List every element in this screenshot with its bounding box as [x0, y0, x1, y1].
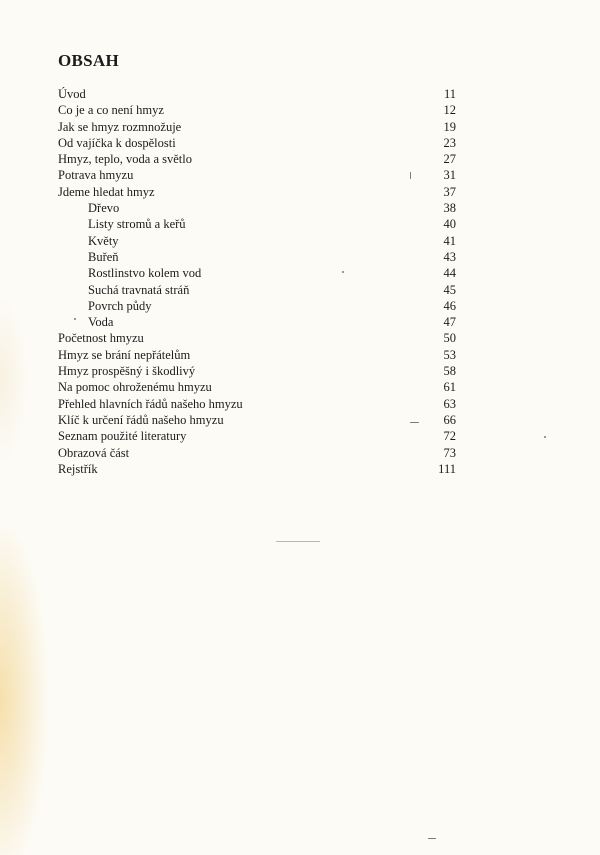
- toc-entry-page: 44: [443, 266, 456, 281]
- toc-entry: [58, 184, 456, 200]
- toc-entry-page: 50: [443, 331, 456, 346]
- toc-entry-page: 111: [438, 461, 456, 476]
- toc-entry-page: 46: [443, 298, 456, 313]
- toc-entry: [58, 461, 456, 477]
- toc-entry-page: 61: [443, 380, 456, 395]
- toc-entry-title: Přehled hlavních řádů našeho hmyzu: [58, 396, 243, 411]
- toc-entry: [58, 379, 456, 395]
- toc-entry-page: 11: [443, 87, 456, 101]
- toc-subentry: [58, 298, 456, 314]
- toc-entry-title: Potrava hmyzu: [58, 168, 134, 183]
- scan-speck: [410, 422, 419, 423]
- toc-entry: [58, 428, 456, 444]
- scan-speck: [428, 838, 436, 839]
- toc-entry: [58, 330, 456, 346]
- toc-entry-title: Povrch půdy: [88, 298, 152, 313]
- toc-entry-page: 12: [443, 103, 456, 118]
- toc-subentry: [58, 282, 456, 298]
- toc-subentry: [58, 200, 456, 216]
- toc-entry-page: 63: [443, 396, 456, 411]
- toc-subentry: [58, 216, 456, 232]
- toc-entry: [58, 119, 456, 135]
- toc-entry-title: Na pomoc ohroženému hmyzu: [58, 380, 212, 395]
- toc-subentry: [58, 265, 456, 281]
- toc-entry-title: Jdeme hledat hmyz: [58, 184, 155, 199]
- toc-entry-page: 66: [443, 412, 456, 427]
- toc-entry-title: Co je a co není hmyz: [58, 103, 164, 118]
- toc-entry-title: Klíč k určení řádů našeho hmyzu: [58, 412, 224, 427]
- toc-entry-title: Úvod: [58, 87, 86, 101]
- table-of-contents: [58, 86, 456, 477]
- toc-entry-page: 31: [443, 168, 456, 183]
- toc-entry-page: 23: [443, 135, 456, 150]
- toc-entry-title: Listy stromů a keřů: [88, 217, 186, 232]
- toc-entry-page: 37: [443, 184, 456, 199]
- toc-entry-page: 58: [443, 364, 456, 379]
- toc-entry: [58, 347, 456, 363]
- toc-entry: [58, 396, 456, 412]
- scan-speck: [544, 436, 546, 438]
- toc-entry: [58, 151, 456, 167]
- toc-entry-title: Jak se hmyz rozmnožuje: [58, 119, 182, 134]
- toc-subentry: [58, 249, 456, 265]
- scan-speck: [342, 271, 344, 273]
- toc-entry-title: Suchá travnatá stráň: [88, 282, 190, 297]
- toc-entry-title: Hmyz se brání nepřátelům: [58, 347, 191, 362]
- toc-entry-title: Rostlinstvo kolem vod: [88, 266, 202, 281]
- toc-entry-page: 38: [443, 201, 456, 216]
- toc-entry: [58, 412, 456, 428]
- toc-entry-page: 41: [443, 233, 456, 248]
- toc-entry-title: Seznam použité literatury: [58, 429, 187, 444]
- toc-subentry: [58, 314, 456, 330]
- toc-entry-page: 43: [443, 249, 456, 264]
- toc-entry: [58, 167, 456, 183]
- toc-entry-title: Početnost hmyzu: [58, 331, 144, 346]
- toc-entry-title: Voda: [88, 315, 114, 330]
- toc-entry-title: Hmyz, teplo, voda a světlo: [58, 152, 192, 167]
- toc-entry-title: Květy: [88, 233, 119, 248]
- toc-entry-page: 53: [443, 347, 456, 362]
- toc-entry-page: 72: [443, 429, 456, 444]
- scan-speck: [410, 172, 411, 179]
- toc-entry-title: Buřeň: [88, 249, 119, 264]
- toc-entry: [58, 86, 456, 102]
- toc-entry-page: 47: [443, 315, 456, 330]
- scan-speck: [74, 318, 76, 320]
- toc-subentry: [58, 233, 456, 249]
- toc-entry-page: 45: [443, 282, 456, 297]
- toc-entry-title: Dřevo: [88, 201, 120, 216]
- toc-entry: [58, 135, 456, 151]
- toc-entry-page: 27: [443, 152, 456, 167]
- toc-entry-page: 73: [443, 445, 456, 460]
- toc-entry-title: Od vajíčka k dospělosti: [58, 135, 176, 150]
- toc-entry-title: Rejstřík: [58, 461, 98, 476]
- toc-entry-title: Obrazová část: [58, 445, 130, 460]
- toc-entry: [58, 102, 456, 118]
- scan-speck: [276, 541, 320, 542]
- toc-entry: [58, 363, 456, 379]
- toc-heading: OBSAH: [58, 51, 120, 70]
- toc-entry-page: 40: [443, 217, 456, 232]
- toc-entry-page: 19: [443, 119, 456, 134]
- toc-entry-title: Hmyz prospěšný i škodlivý: [58, 364, 196, 379]
- toc-entry: [58, 445, 456, 461]
